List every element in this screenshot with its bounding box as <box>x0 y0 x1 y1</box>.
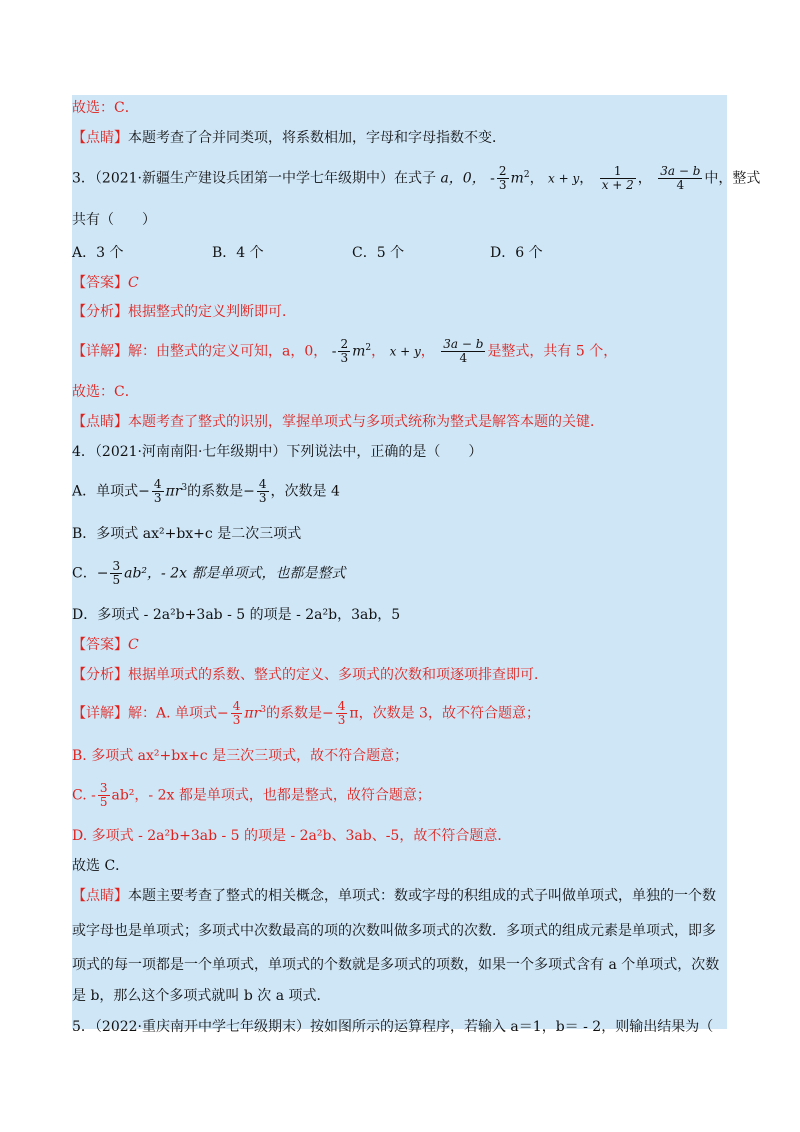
option-d: D．6 个 <box>490 245 543 261</box>
analysis-line: 【分析】根据整式的定义判断即可． <box>72 304 296 320</box>
option-a: A．单项式− $\frac{4}{3}$ $\pi r^3$的系数是− $\frac{4}{3}$ ，次数是 4 <box>72 477 340 506</box>
text-line: 故选：C． <box>72 100 139 116</box>
question-4: 4．（2021·河南南阳·七年级期中）下列说法中，正确的是（ ） <box>72 444 483 460</box>
text-line: 项式的每一项都是一个单项式，单项式的个数就是多项式的项数，如果一个多项式含有 a 个单项式，次数 <box>72 957 720 973</box>
option-d: D．多项式 - 2a²b+3ab - 5 的项是 - 2a²b，3ab，5 <box>72 607 401 623</box>
text-line: 故选 C． <box>72 858 130 874</box>
detail-line: C. - $\frac{3}{5}$ ab²，- 2x 都是单项式，也都是整式，故符合题意； <box>72 781 431 809</box>
option-c: C．5 个 <box>352 245 405 261</box>
question-5: 5．（2022·重庆南开中学七年级期末）按如图所示的运算程序，若输入 a＝1，b＝ - 2，则输出结果为（ <box>72 1019 714 1035</box>
option-c: C．− $\frac{3}{5}$ ab²，- 2x 都是单项式，也都是整式 <box>72 559 346 587</box>
detail-line: B. 多项式 ax²+bx+c 是三次三项式，故不符合题意； <box>72 748 409 764</box>
text-line: 【点睛】本题考查了合并同类项，将系数相加，字母和字母指数不变． <box>72 130 506 146</box>
detail-line: 【详解】解：由整式的定义可知，a，0， - $\frac{2}{3}$ $m^2$， x + y， $\frac{3a - b}{4}$ 是整式，共有 5 个， <box>72 337 618 366</box>
analysis-line: 【分析】根据单项式的系数、整式的定义、多项式的次数和项逐项排查即可． <box>72 667 548 683</box>
detail-line: D. 多项式 - 2a²b+3ab - 5 的项是 - 2a²b、3ab、-5，故不符合题意． <box>72 828 512 844</box>
text-line: 【点睛】本题考查了整式的识别，掌握单项式与多项式统称为整式是解答本题的关键． <box>72 414 604 430</box>
option-b: B．多项式 ax²+bx+c 是二次三项式 <box>72 526 302 542</box>
text-line: 【点睛】本题主要考查了整式的相关概念，单项式：数或字母的积组成的式子叫做单项式，单独的一个数 <box>72 888 716 904</box>
detail-line: 【详解】解：A. 单项式− $\frac{4}{3}$ $\pi r^3$的系数是− $\frac{4}{3}$ π，次数是 3，故不符合题意； <box>72 699 540 728</box>
answer-line: 【答案】C <box>72 275 139 291</box>
question-3: 3．（2021·新疆生产建设兵团第一中学七年级期中）在式子 a，0， - $\frac{2}{3}$ $m^2$， x + y， $\frac{1}{x + 2}$ ， $\frac{3a - b}{4}$ 中，整式 <box>72 164 761 193</box>
option-a: A．3 个 <box>72 245 124 261</box>
text-line: 或字母也是单项式；多项式中次数最高的项的次数叫做多项式的次数．多项式的组成元素是单项式，即多 <box>72 923 716 939</box>
answer-line: 【答案】C <box>72 637 139 653</box>
text-line: 是 b，那么这个多项式就叫 b 次 a 项式． <box>72 988 331 1004</box>
text-line: 故选：C． <box>72 384 139 400</box>
text-line: 共有（ ） <box>72 212 156 228</box>
option-b: B．4 个 <box>212 245 264 261</box>
